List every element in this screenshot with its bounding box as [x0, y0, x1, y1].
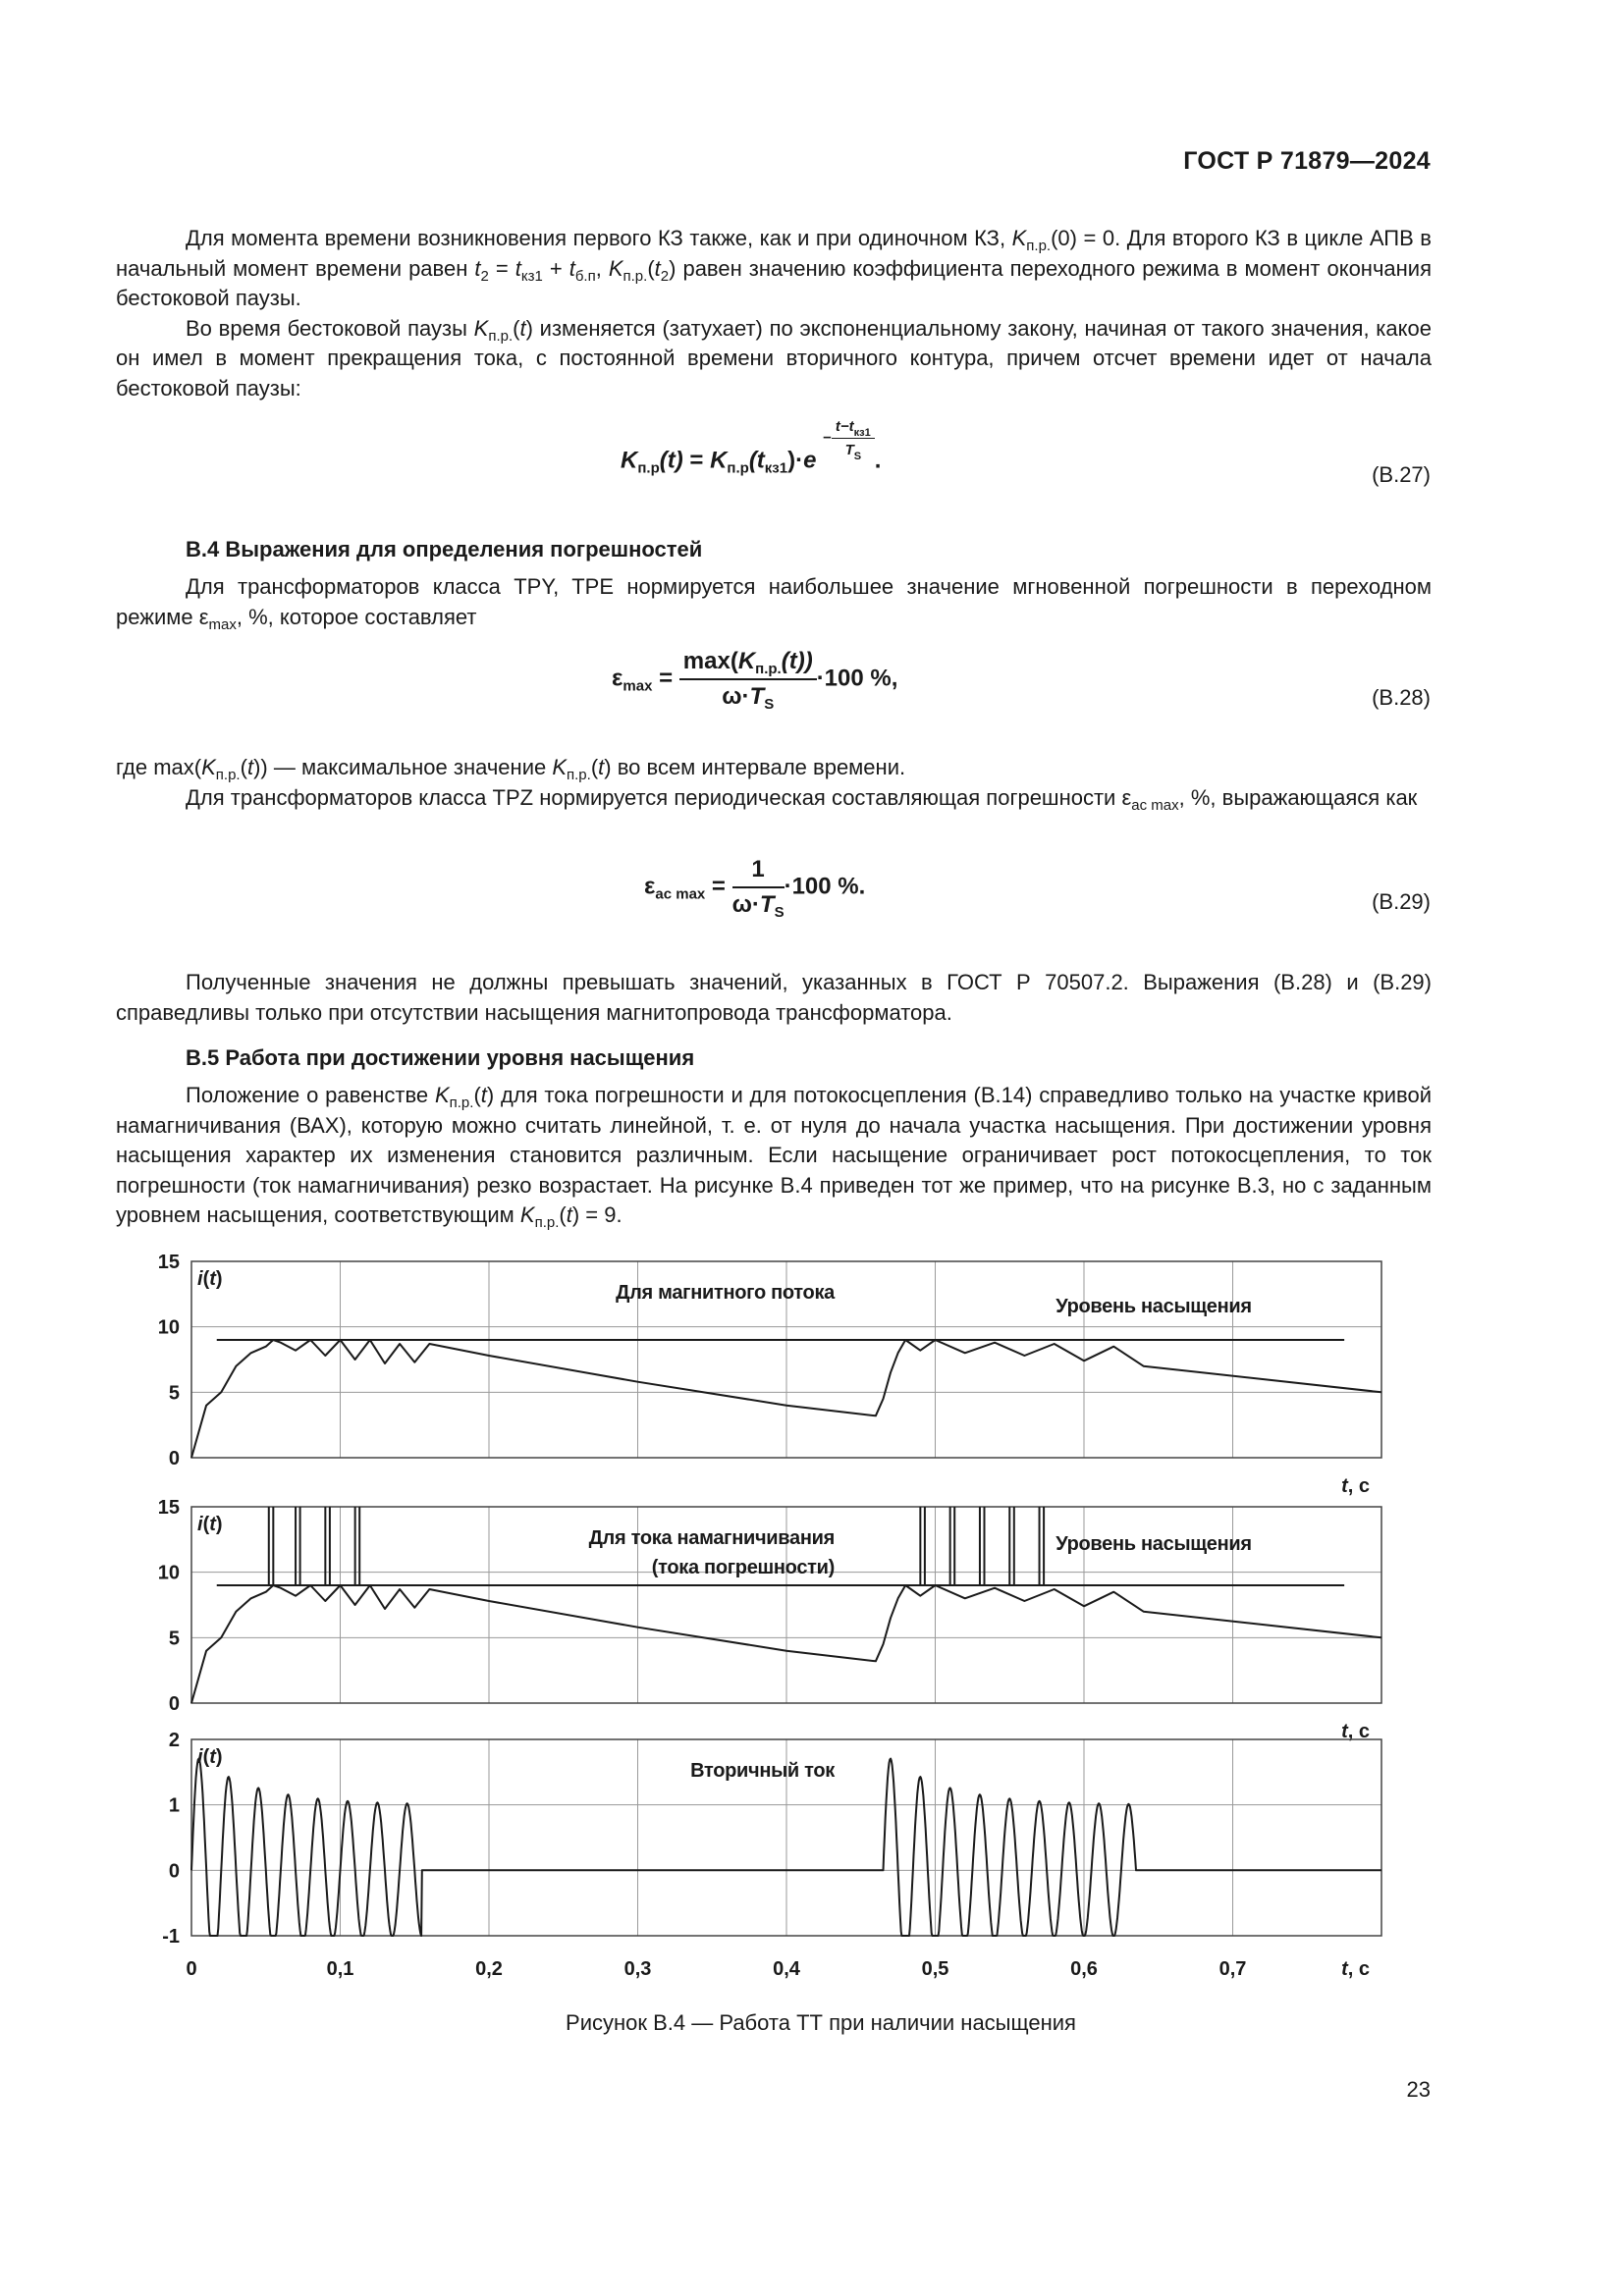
paragraph-4: где $\max(K_{п.р.}(t))$ — максимальное значение $K_{п.р.}(t)$ во всем интервале времени.	[116, 755, 906, 783]
x-tick-label: 0	[186, 1958, 197, 1980]
paragraph-2: Во время бестоковой паузы $K_{п.р.}(t)$ изменяется (затухает) по экспоненциальному закону, начиная от такого значения, какое он имел в момент прекращения тока, с постоянной времени вторичного контура, причем отсчет времени идет от начала бестоковой паузы:	[116, 315, 1432, 400]
x-tick-label: 0,5	[921, 1958, 949, 1980]
y-tick-label: 2	[168, 1730, 180, 1751]
saturation-level-label: Уровень насыщения	[1056, 1296, 1252, 1317]
y-tick-label: -1	[162, 1926, 180, 1948]
paragraph-3: Для трансформаторов класса TPY, TPE нормируется наибольшее значение мгновенной погрешности в переходном режиме $\varepsilon_{max}$, %, которое составляет	[116, 574, 1432, 633]
document-header: ГОСТ Р 71879—2024	[1183, 147, 1431, 175]
x-tick-label: 0,2	[475, 1958, 503, 1980]
section-b4-title: В.4 Выражения для определения погрешностей	[186, 537, 703, 561]
paragraph-5: Для трансформаторов класса TPZ нормируется периодическая составляющая погрешности $\varepsilon_{ac max}$, %, выражающаяся как	[186, 784, 1418, 814]
y-tick-label: 10	[157, 1316, 180, 1339]
paragraph-7: Положение о равенстве $K_{п.р.}(t)$ для тока погрешности и для потокосцепления (В.14) справедливо только на участке кривой намагничивания (ВАХ), которую можно считать линейной, т. е. от нуля до начала участка насыщения. При достижении уровня насыщения характер их изменения становится различным. Если насыщение ограничивает рост потокосцепления, то ток погрешности (ток намагничивания) резко возрастает. На рисунке В.4 приведен тот же пример, что на рисунке В.3, но с заданным уровнем насыщения, соответствующим $K_{п.р.}(t) = 9$.	[116, 1083, 1432, 1231]
paragraph-1: Для момента времени возникновения первого КЗ также, как и при одиночном КЗ, $K_{п.р.}(0) = 0$. Для второго КЗ в цикле АПВ в начальный момент времени равен $t_2 = t_{кз1} + t_{б.п}$, $K_{п.р.}(t_2)$ равен значению коэффициента переходного режима в момент окончания бестоковой паузы.	[116, 226, 1433, 310]
section-b4-text	[116, 572, 1432, 632]
x-axis-label: t, с	[1341, 1475, 1370, 1497]
panel-title: Вторичный ток	[690, 1760, 835, 1782]
panel-title: Для тока намагничивания	[588, 1527, 835, 1549]
y-tick-label: 5	[168, 1628, 180, 1650]
y-tick-label: 10	[157, 1562, 180, 1584]
x-tick-label: 0,3	[623, 1958, 652, 1980]
paragraph-6: Полученные значения не должны превышать значений, указанных в ГОСТ Р 70507.2. Выражения (В.28) и (В.29) справедливы только при отсутствии насыщения магнитопровода трансформатора.	[116, 970, 1432, 1025]
section-b5-title: В.5 Работа при достижении уровня насыщения	[186, 1045, 695, 1070]
section-b5-text	[116, 1081, 1432, 1231]
y-tick-label: 15	[157, 1252, 180, 1273]
x-axis-label: t, с	[1341, 1721, 1370, 1742]
equation-number-b28: (В.28)	[1372, 685, 1431, 710]
x-tick-label: 0,1	[326, 1958, 354, 1980]
y-tick-label: 0	[168, 1693, 180, 1715]
figure-b4	[147, 1249, 1394, 1985]
equation-b27: $K_{п.р}(t) = K_{п.р}(t_{кз1})\cdot e$ − $\frac{t-t_{кз1}}{T_S}$ .	[621, 418, 882, 477]
panel-title: Для магнитного потока	[616, 1282, 835, 1304]
y-axis-label: i(t)	[197, 1746, 223, 1768]
y-tick-label: 0	[168, 1448, 180, 1469]
y-tick-label: 15	[157, 1497, 180, 1519]
saturation-level-label: Уровень насыщения	[1056, 1533, 1252, 1555]
x-axis-label: t, с	[1341, 1958, 1370, 1980]
equation-b28: $\varepsilon_{max}$ = $\frac{\max(K_{п.р.}(t))}{\omega\cdot T_S}$ ·100 %,	[612, 648, 898, 713]
equation-number-b27: (В.27)	[1372, 462, 1431, 487]
y-axis-label: i(t)	[197, 1268, 223, 1290]
y-axis-label: i(t)	[197, 1514, 223, 1535]
x-tick-label: 0,6	[1070, 1958, 1098, 1980]
y-tick-label: 5	[168, 1382, 180, 1405]
x-tick-label: 0,4	[773, 1958, 800, 1980]
section-b4-text-2	[116, 753, 1432, 813]
panel-title: (тока погрешности)	[651, 1557, 835, 1578]
y-tick-label: 1	[168, 1794, 180, 1817]
figure-caption: Рисунок В.4 — Работа ТТ при наличии насыщения	[566, 2010, 1076, 2035]
page-number: 23	[1406, 2077, 1431, 2102]
intro-text	[116, 224, 1432, 403]
equation-b29: $\varepsilon_{ac max}$ = $\frac{1}{\omega\cdot T_S}$ ·100 %.	[644, 856, 866, 921]
x-tick-label: 0,7	[1218, 1958, 1247, 1980]
equation-number-b29: (В.29)	[1372, 889, 1431, 914]
y-tick-label: 0	[168, 1860, 180, 1883]
